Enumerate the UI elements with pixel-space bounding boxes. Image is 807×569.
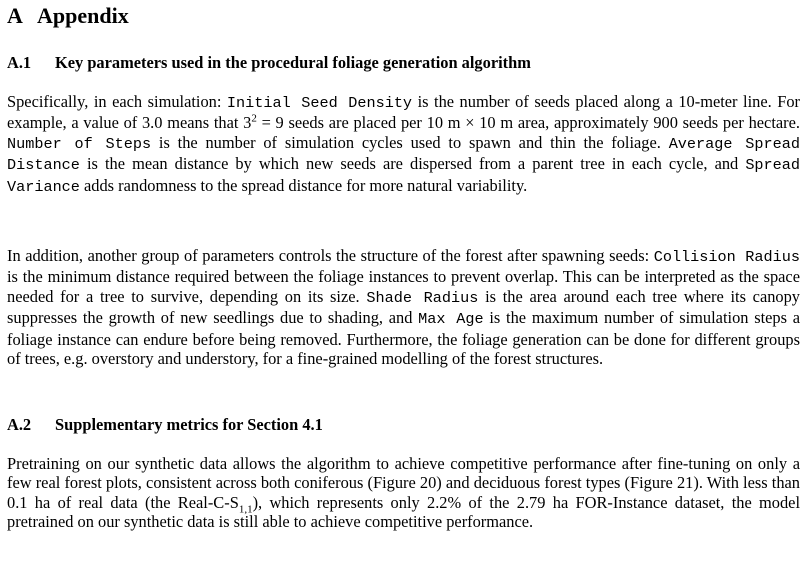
section-a1-title: Key parameters used in the procedural foliage generation algorithm — [55, 53, 531, 72]
text-run: adds randomness to the spread distance for more natural variability. — [79, 175, 528, 195]
section-a2-number: A.2 — [7, 415, 32, 434]
param-collision-radius: Collision Radius — [653, 248, 800, 266]
section-a2-paragraph-1 — [7, 454, 800, 532]
section-a2-title: Supplementary metrics for Section 4.1 — [55, 415, 323, 434]
param-max-age: Max Age — [418, 310, 484, 329]
section-a1-paragraph-2 — [7, 246, 800, 368]
appendix-number: A — [7, 3, 23, 28]
section-a1-paragraph-1 — [7, 92, 800, 197]
param-shade-radius: Shade Radius — [366, 288, 479, 307]
text-run: is the number of simulation cycles used to spawn and thin the foliage. — [151, 132, 669, 152]
text-run: Pretraining on our synthetic data allows the algorithm to achieve competitive performance after fine-tuning on only a few real forest plots, consistent across both coniferous (Figure 20) and deciduous forest types (Figure 21). With less than 0.1 ha of real data (the Real-C-S — [7, 454, 800, 512]
section-a1-number: A.1 — [7, 53, 32, 72]
text-run: Specifically, in each simulation: — [7, 92, 227, 111]
param-number-of-steps: Number of Steps — [7, 134, 152, 153]
appendix-heading — [7, 3, 129, 29]
param-average-spread-distance: Average Spread Distance — [7, 134, 800, 175]
subscript: 1,1 — [238, 503, 253, 516]
text-run: is the minimum distance required between the foliage instances to prevent overlap. This can be interpreted as the space needed for a tree to survive, depending on its size. — [7, 267, 800, 306]
appendix-title: Appendix — [37, 3, 129, 28]
superscript: 2 — [251, 112, 257, 125]
text-run: is the maximum number of simulation steps a foliage instance can endure before being removed. Furthermore, the foliage generation can be done for different groups of trees, e.g. overstory and understory, for a fine-grained modelling of the forest structures. — [7, 308, 801, 369]
text-run: is the area around each tree where its canopy suppresses the growth of new seedlings due to shading, and — [7, 286, 801, 328]
section-a1-heading — [7, 53, 531, 73]
param-spread-variance: Spread Variance — [7, 156, 800, 196]
text-run: ), which represents only 2.2% of the 2.79 ha FOR-Instance dataset, the model pretrained on our synthetic data is still able to achieve competitive performance. — [7, 492, 801, 532]
text-run: In addition, another group of parameters controls the structure of the forest after spawning seeds: — [7, 246, 654, 265]
param-initial-seed-density: Initial Seed Density — [226, 94, 413, 112]
section-a2-heading — [7, 415, 323, 435]
text-run: is the mean distance by which new seeds are dispersed from a parent tree in each cycle, and — [79, 154, 746, 174]
text-run: is the number of seeds placed along a 10-meter line. For example, a value of 3.0 means that 3 — [7, 92, 800, 133]
text-run: = 9 seeds are placed per 10 m × 10 m area, approximately 900 seeds per hectare. — [256, 113, 800, 133]
